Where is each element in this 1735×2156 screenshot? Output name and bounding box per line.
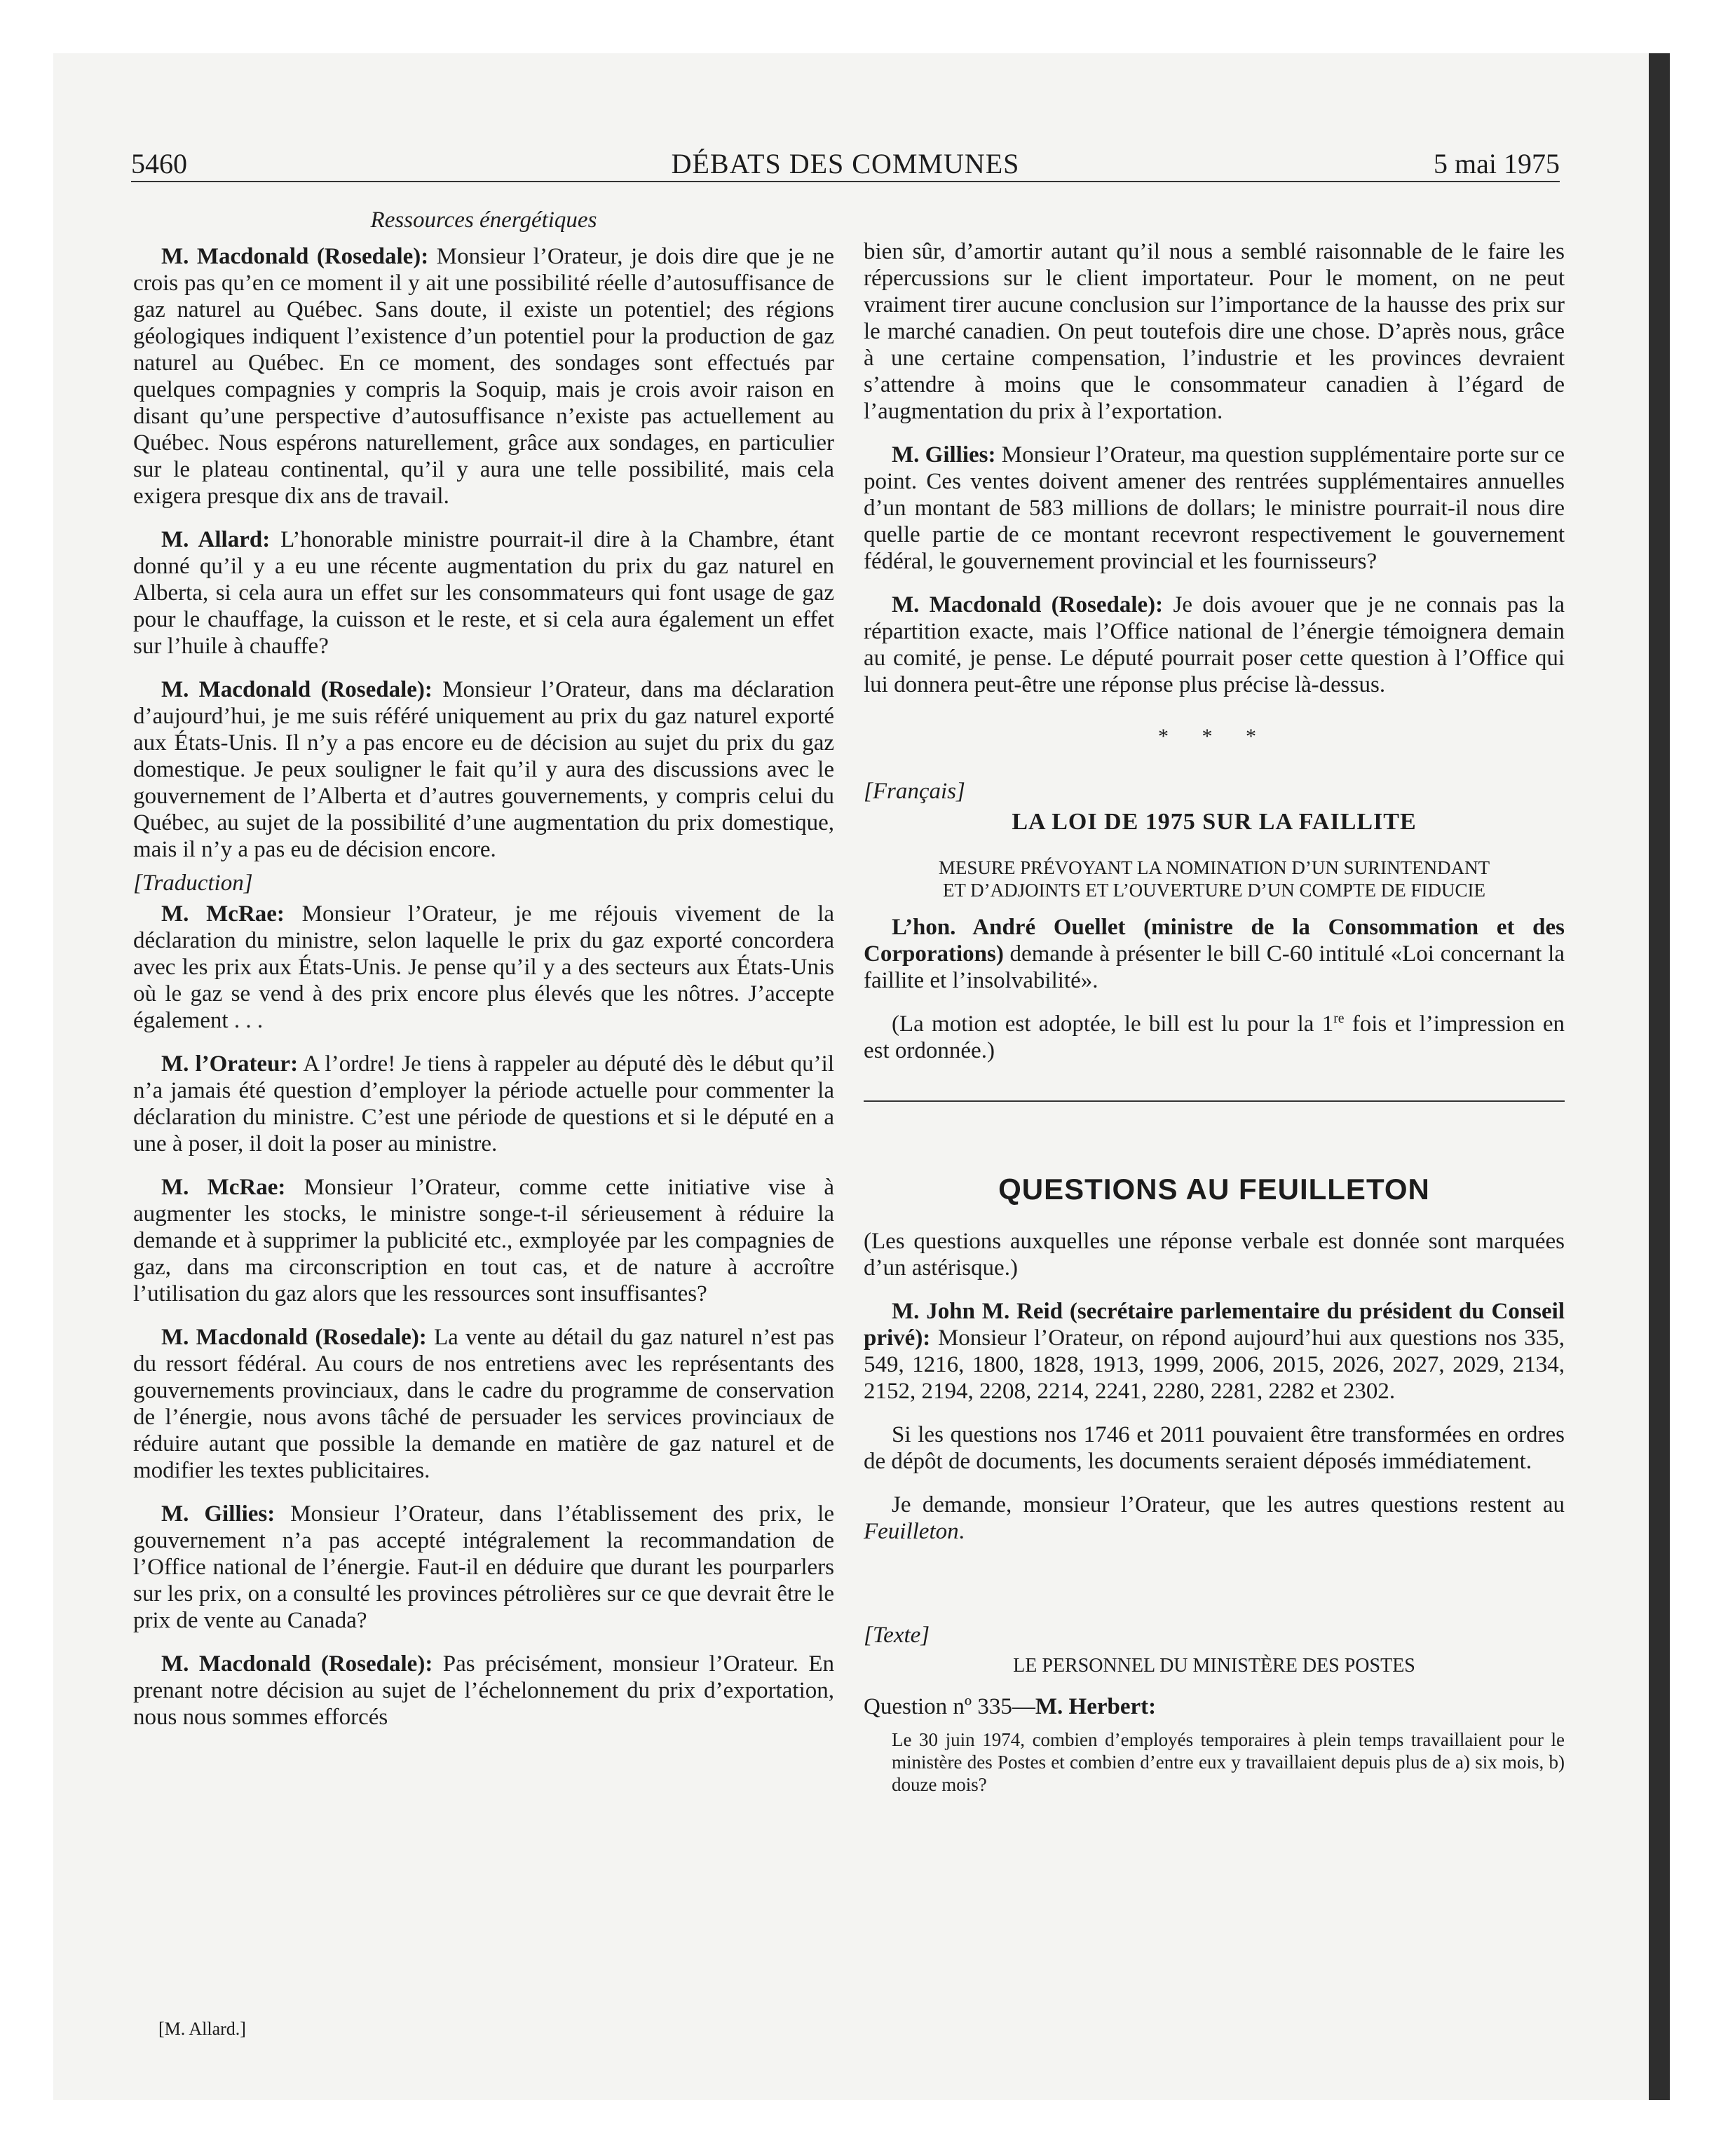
section-separator-stars: * * * — [1158, 725, 1270, 748]
speaker-name: M. l’Orateur: — [161, 1051, 299, 1077]
speech-paragraph — [864, 914, 1565, 994]
question-speaker: M. Herbert: — [1035, 1694, 1157, 1719]
bill-subtitle-line: ET D’ADJOINTS ET L’OUVERTURE D’UN COMPTE DE FIDUCIE — [942, 880, 1486, 901]
speaker-name: L’hon. André Ouellet (ministre de la Consommation et des Corporations) — [864, 915, 1565, 967]
binding-edge — [1649, 53, 1670, 2100]
speech-text: A l’ordre! Je tiens à rappeler au député dès le début qu’il n’a jamais été question d’employer la période actuelle pour commenter la déclaration du ministre. C’est une période de questions et si le député en a une à poser, il doit la poser au ministre. — [133, 1051, 834, 1157]
speech-text: Monsieur l’Orateur, dans l’établissement des prix, le gouvernement n’a pas accepté intégralement la recommandation de l’Office national de l’énergie. Faut-il en déduire que durant les pourparlers sur les prix, on a consulté les provinces pétrolières sur ce que devrait être le prix de vente au Canada? — [133, 1501, 834, 1633]
speech-paragraph — [133, 1051, 834, 1157]
speech-paragraph — [133, 676, 834, 863]
question-body: Le 30 juin 1974, combien d’employés temporaires à plein temps travaillaient pour le ministère des Postes et combien d’entre eux y travaillaient depuis plus de a) six mois, b) douze mois? — [892, 1729, 1565, 1795]
speaker-name: M. Allard: — [161, 527, 271, 552]
text-paragraph — [864, 1492, 1565, 1545]
continuation-paragraph: bien sûr, d’amortir autant qu’il nous a semblé raisonnable de le faire les répercussions sur le client importateur. Pour le moment, on ne peut vraiment tirer aucune conclusion sur l’importance de la hausse des prix sur le marché canadien. On peut toutefois dire une chose. D’après nous, grâce à une certaine compensation, l’industrie et les provinces devraient s’attendre à moins que le consommateur canadien à l’égard de l’augmentation du prix à l’exportation. — [864, 239, 1565, 424]
speech-text: La vente au détail du gaz naturel n’est pas du ressort fédéral. Au cours de nos entretiens avec les représentants des gouvernements provinciaux, dans le cadre du programme de conservation de l’énergie, nous avons tâché de persuader les services provinciaux de réduire autant que possible la demande en matière de gaz naturel et de modifier les textes publicitaires. — [133, 1325, 834, 1483]
motion-text: fois et l’impression en est ordonnée.) — [864, 1011, 1565, 1063]
page-number: 5460 — [131, 148, 187, 179]
paragraph-italic: Feuilleton — [864, 1519, 959, 1544]
speech-text: Pas précisément, monsieur l’Orateur. En prenant notre décision au sujet de l’échelonnement du prix d’exportation, nous nous sommes efforcés — [133, 1651, 834, 1730]
speaker-name: M. Macdonald (Rosedale): — [161, 1325, 427, 1350]
speech-paragraph — [133, 1501, 834, 1634]
right-column — [864, 238, 1565, 1796]
speaker-name: M. Gillies: — [161, 1501, 275, 1527]
speaker-name: M. McRae: — [161, 901, 285, 927]
bill-subtitle-line: MESURE PRÉVOYANT LA NOMINATION D’UN SURINTENDANT — [938, 857, 1490, 878]
speech-text: L’honorable ministre pourrait-il dire à la Chambre, étant donné qu’il y a eu une récente augmentation du prix du gaz naturel en Alberta, si cela aura un effet sur les consommateurs qui font usage de gaz pour le chauffage, la cuisson et le reste, et si cela aura également un effet sur l’huile à chauffe? — [133, 527, 835, 659]
motion-text: (La motion est adoptée, le bill est lu pour la 1 — [892, 1011, 1334, 1037]
header-rule — [131, 181, 1560, 182]
speech-text: Monsieur l’Orateur, ma question supplémentaire porte sur ce point. Ces ventes doivent amener des rentrées supplémentaires annuelles d’un montant de 583 millions de dollars; le ministre pourrait-il nous dire quelle partie de ce montant recevront respectivement le gouvernement fédéral, le gouvernement provincial et les fournisseurs? — [864, 442, 1565, 574]
language-tag: [Traduction] — [133, 871, 253, 896]
question-label: Question nº 335— — [864, 1694, 1035, 1719]
speaker-name: M. Macdonald (Rosedale): — [892, 592, 1164, 618]
left-column — [133, 207, 834, 1747]
speaker-name: M. Macdonald (Rosedale): — [161, 244, 429, 269]
speaker-name: M. Macdonald (Rosedale): — [161, 677, 433, 702]
speech-text: Monsieur l’Orateur, comme cette initiative vise à augmenter les stocks, le ministre songe-t-il sérieusement à réduire la demande et à supprimer la publicité etc., exmployée par les compagnies de gaz, dans ma circonscription en tout cas, et de nature à accroître l’utilisation du gaz alors que les ressources sont insuffisantes? — [133, 1175, 834, 1306]
section-head: Ressources énergétiques — [370, 207, 597, 233]
speech-paragraph — [864, 442, 1565, 575]
paragraph-text: . — [958, 1519, 965, 1544]
bill-title: LA LOI DE 1975 SUR LA FAILLITE — [1012, 809, 1417, 835]
speech-paragraph — [864, 592, 1565, 698]
section-intro: (Les questions auxquelles une réponse verbale est donnée sont marquées d’un astérisque.) — [864, 1229, 1565, 1281]
speech-text: demande à présenter le bill C-60 intitulé «Loi concernant la faillite et l’insolvabilité». — [864, 941, 1565, 993]
question-heading — [864, 1693, 1565, 1720]
speech-text: Monsieur l’Orateur, dans ma déclaration d’aujourd’hui, je me suis référé uniquement au prix du gaz naturel exporté aux États-Unis. Il n’y a pas encore eu de décision au sujet du prix du gaz domestique. Je peux souligner le fait qu’il y aura des discussions avec le gouvernement de l’Alberta et d’autres gouvernements, y compris celui du Québec, au sujet de la possibilité d’une augmentation du prix domestique, mais il n’y a pas eu de décision encore. — [133, 677, 834, 862]
speaker-name: M. Macdonald (Rosedale): — [161, 1651, 433, 1677]
text-paragraph: Si les questions nos 1746 et 2011 pouvaient être transformées en ordres de dépôt de documents, les documents seraient déposés immédiatement. — [864, 1422, 1565, 1474]
ordinal-superscript: re — [1333, 1011, 1345, 1026]
speech-paragraph — [133, 1651, 834, 1731]
text-tag: [Texte] — [864, 1623, 930, 1648]
speech-paragraph — [133, 526, 834, 660]
speech-paragraph — [864, 1298, 1565, 1405]
speaker-name: M. McRae: — [161, 1175, 286, 1200]
language-tag: [Français] — [864, 779, 965, 804]
speech-text: Monsieur l’Orateur, je dois dire que je ne crois pas qu’en ce moment il y ait une possibilité réelle d’autosuffisance de gaz naturel au Québec. Sans doute, il existe un potentiel; des régions géologiques indiquent l’existence d’un potentiel pour la production de gaz naturel au Québec. En ce moment, des sondages sont effectués par quelques compagnies y compris la Soquip, mais je crois avoir raison en disant qu’une perspective d’autosuffisance n’existe pas actuellement au Québec. Nous espérons naturellement, grâce aux sondages, en particulier sur le plateau continental, qu’il y aura une telle possibilité, mais cela exigera presque dix ans de travail. — [133, 244, 834, 509]
speech-paragraph — [133, 1324, 834, 1484]
page-date: 5 mai 1975 — [1434, 148, 1560, 179]
section-rule — [864, 1100, 1565, 1102]
footnote: [M. Allard.] — [158, 2019, 246, 2039]
speech-paragraph — [133, 243, 834, 510]
paragraph-text: Je demande, monsieur l’Orateur, que les autres questions restent au — [892, 1492, 1565, 1517]
speaker-name: M. Gillies: — [892, 442, 996, 468]
speaker-name: M. John M. Reid (secrétaire parlementaire du président du Conseil privé): — [864, 1299, 1565, 1351]
speech-text: Monsieur l’Orateur, je me réjouis vivement de la déclaration du ministre, selon laquelle le prix du gaz exporté concordera avec les prix aux États-Unis. Je pense qu’il y a des secteurs aux États-Unis où le gaz se vend à des prix encore plus élevés que les nôtres. J’accepte également . . . — [133, 901, 834, 1033]
question-subhead: LE PERSONNEL DU MINISTÈRE DES POSTES — [1013, 1655, 1415, 1677]
speech-paragraph — [133, 901, 834, 1034]
motion-paragraph — [864, 1011, 1565, 1064]
bill-subtitle — [864, 857, 1565, 901]
running-title: DÉBATS DES COMMUNES — [671, 148, 1020, 179]
section-title: QUESTIONS AU FEUILLETON — [998, 1173, 1430, 1206]
speech-text: Je dois avouer que je ne connais pas la répartition exacte, mais l’Office national de l’énergie témoignera demain au comité, je pense. Le député pourrait poser cette question à l’Office qui lui donnera peut-être une réponse plus précise là-dessus. — [864, 592, 1565, 697]
speech-text: Monsieur l’Orateur, on répond aujourd’hui aux questions nos 335, 549, 1216, 1800, 1828, 1913, 1999, 2006, 2015, 2026, 2027, 2029, 2134, 2152, 2194, 2208, 2214, 2241, 2280, 2281, 2282 et 2302. — [864, 1325, 1565, 1404]
speech-paragraph — [133, 1174, 834, 1307]
